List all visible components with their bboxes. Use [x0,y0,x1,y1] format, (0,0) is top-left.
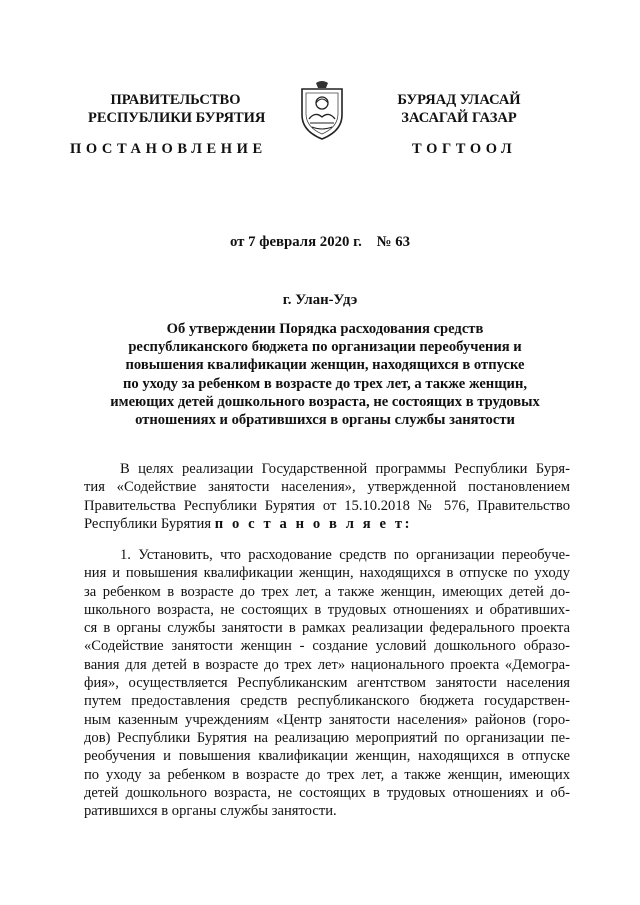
title-line: республиканского бюджета по организации переобучения и [128,339,522,356]
issuer-ru [88,91,266,127]
paragraph-line: вания для детей в возрасте до трех лет» национального проекта «Демогра- [84,656,570,673]
paragraph-line: путем предоставления средств республиканского бюджета государствен- [84,693,570,710]
paragraph-1 [84,546,570,820]
paragraph-line: ся в органы службы занятости в рамках реализации федерального проекта [84,620,570,637]
issuer-ru-line1: ПРАВИТЕЛЬСТВО [110,92,241,108]
city: г. Улан-Удэ [282,292,358,308]
paragraph-line: 1. Установить, что расходование средств по организации переобуче- [120,547,570,563]
preamble-paragraph [84,460,570,533]
date-number-line [0,234,640,251]
title-line: повышения квалификации женщин, находящихся в отпуске [125,357,525,374]
paragraph-line: ным казенным учреждениям «Центр занятости населения» районов (горо- [84,711,570,728]
document-date: от 7 февраля 2020 г. [229,234,362,250]
paragraph-line: по уходу за ребенком в возрасте до трех лет, а также женщин, имеющих [84,766,570,783]
paragraph-line-last: ратившихся в органы службы занятости. [84,803,337,820]
paragraph-line: школьного возраста, не состоящих в трудовых отношениях и обративших- [84,601,570,618]
paragraph-line: за ребенком в возрасте до трех лет, а также женщин, имеющих детей до- [84,583,570,600]
issuer-bua [384,91,534,127]
preamble-line: тия «Содействие занятости населения», утвержденной постановлением [84,479,570,496]
resolves-emphasis: п о с т а н о в л я е т: [214,515,413,532]
document-number: № 63 [376,234,411,250]
title-line: отношениях и обратившихся в органы службы занятости [135,412,515,429]
paragraph-line: ния и повышения квалификации женщин, находящихся в отпуске по уходу [84,565,570,582]
paragraph-line: реобучения и повышения квалификации женщин, находящихся в отпуске [84,748,570,765]
issuer-bua-line1: БУРЯАД УЛАСАЙ [397,92,521,108]
doc-type-bua: ТОГТООЛ [412,141,517,157]
title-line: Об утверждении Порядка расходования средств [166,321,484,337]
doc-type-ru: ПОСТАНОВЛЕНИЕ [70,141,267,157]
preamble-prefix: Республики Бурятия [84,515,215,532]
preamble-line: Правительства Республики Бурятия от 15.10.2018 № 576, Правительство [84,497,570,514]
document-title [100,320,550,429]
paragraph-line: дов) Республики Бурятия на реализацию мероприятий по организации пе- [84,729,570,746]
title-line: по уходу за ребенком в возрасте до трех лет, а также женщин, [123,375,527,392]
preamble-line-last [84,515,570,533]
paragraph-line: фия», осуществляется Республиканским агентством занятости населения [84,675,570,692]
coat-of-arms-icon [298,79,346,141]
paragraph-line: «Содействие занятости женщин - создание условий дошкольного образо- [84,638,570,655]
issuer-ru-line2: РЕСПУБЛИКИ БУРЯТИЯ [88,110,266,126]
preamble-line: В целях реализации Государственной программы Республики Буря- [120,461,570,477]
title-line: имеющих детей дошкольного возраста, не состоящих в трудовых [110,393,540,410]
issuer-bua-line2: ЗАСАГАЙ ГАЗАР [401,110,517,126]
paragraph-line: детей дошкольного возраста, не состоящих в трудовых отношениях и об- [84,784,570,801]
